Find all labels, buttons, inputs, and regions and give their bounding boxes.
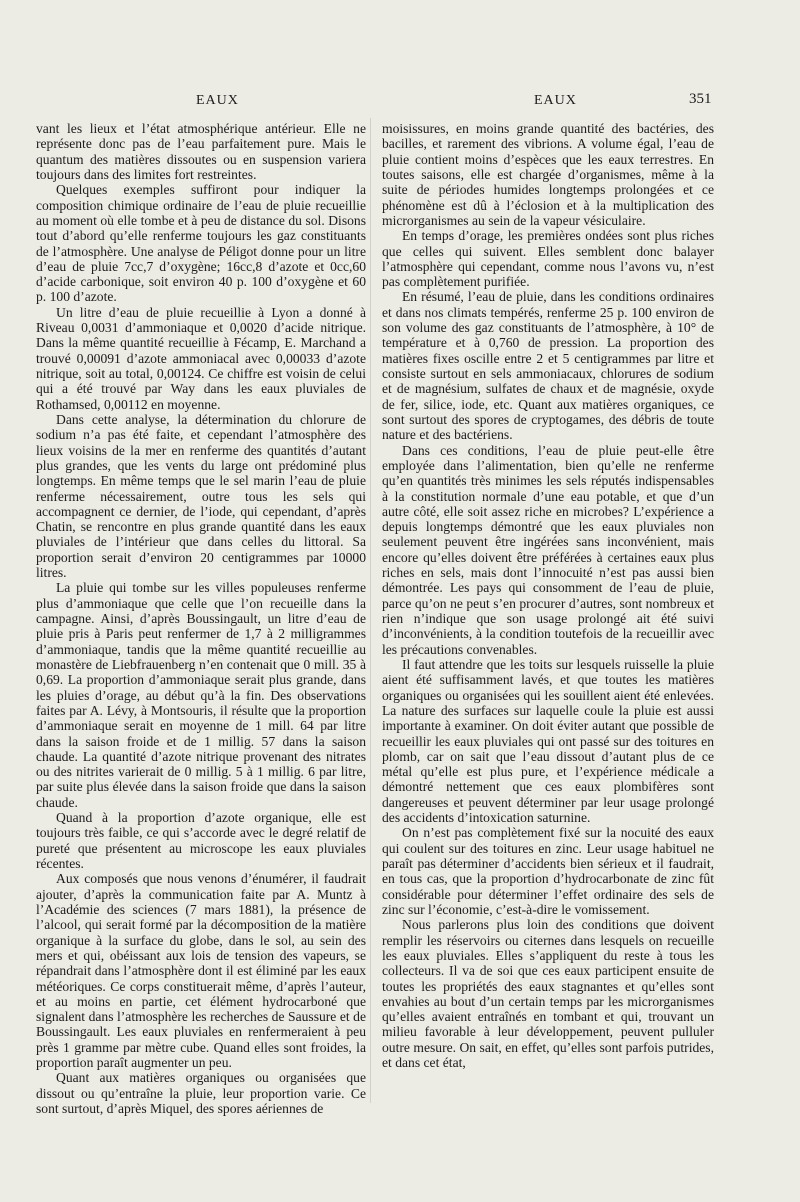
paragraph: Un litre d’eau de pluie recueillie à Lyon a donné à Riveau 0,0031 d’ammoniaque et 0,0020 d’acide nitrique. Dans la même quantité recueillie à Fécamp, E. Marchand a trouvé 0,00091 d’azote ammoniacal avec 0,00033 d’azote nitrique, soit au total, 0,00124. Ce chiffre est voisin de celui qui a été trouvé par Way dans les eaux pluviales de Rothamsed, 0,00112 en moyenne. [36,304,366,412]
paragraph: En temps d’orage, les premières ondées sont plus riches que celles qui suivent. Elles semblent donc balayer l’atmosphère qui cependant, comme nous l’avons vu, n’est pas complètement purifiée. [382,228,714,290]
paragraph: Quand à la proportion d’azote organique, elle est toujours très faible, ce qui s’accorde avec le degré relatif de pureté que présentent au microscope les eaux pluviales récentes. [36,810,366,871]
left-running-header: EAUX [196,93,239,108]
paragraph: Quelques exemples suffiront pour indiquer la composition chimique ordinaire de l’eau de pluie recueillie au moment où elle tombe et à peu de distance du sol. Disons tout d’abord qu’elle renferme toujours les gaz constituants de l’atmosphère. Une analyse de Péligot donne pour un litre d’eau de pluie 7cc,7 d’oxygène; 16cc,8 d’azote et 0cc,60 d’acide carbonique, soit environ 40 p. 100 d’oxygène et 60 p. 100 d’azote. [36,182,366,305]
column-divider [370,118,371,1103]
paragraph: Quant aux matières organiques ou organisées que dissout ou qu’entraîne la pluie, leur proportion varie. Ce sont surtout, d’après Miquel, des spores aériennes de [36,1070,366,1116]
paragraph: Nous parlerons plus loin des conditions que doivent remplir les réservoirs ou citernes dans lesquels on recueille les eaux pluviales. Elles s’appliquent du reste à tous les collecteurs. Il va de soi que ces eaux participent ensuite de toutes les propriétés des eaux stagnantes et qu’elles sont envahies au bout d’un certain temps par les microrganismes qu’elles avaient entraînés en tombant et qui, trouvant un milieu favorable à leur développement, peuvent pulluler outre mesure. On sait, en effet, qu’elles sont parfois putrides, et dans cet état, [382,917,714,1071]
paragraph: On n’est pas complètement fixé sur la nocuité des eaux qui coulent sur des toitures en zinc. Leur usage habituel ne paraît pas déterminer d’accidents bien sérieux et il faudrait, en tous cas, que la proportion d’hydrocarbonate de zinc fût considérable pour déterminer l’effet ordinaire des sels de zinc sur l’économie, c’est-à-dire le vomissement. [382,825,714,917]
right-running-header: EAUX [534,93,577,108]
paragraph: moisissures, en moins grande quantité des bactéries, des bacilles, et rarement des vibrions. A volume égal, l’eau de pluie contient moins d’espèces que les eaux terrestres. En toutes saisons, elle est chargée d’organismes, même à la suite de périodes humides longtemps prolongées et ce phénomène est dû à l’éclosion et à la multiplication des microrganismes au sein de la vapeur vésiculaire. [382,121,714,228]
paragraph: Dans ces conditions, l’eau de pluie peut-elle être employée dans l’alimentation, bien qu’elle ne renferme qu’en quantités très minimes les sels réputés indispensables à la constitution normale d’une eau potable, et que d’un autre côté, elle soit assez riche en microbes? L’expérience a depuis longtemps démontré que les eaux pluviales non seulement peuvent être ingérées sans inconvénient, mais encore qu’elles doivent être préférées à certaines eaux plus riches en sels, mais dont l’innocuité n’est pas aussi bien démontrée. Les pays qui consomment de l’eau de pluie, parce qu’on ne peut s’en procurer d’autres, sont nombreux et rien n’indique que son usage prolongé ait été suivi d’inconvénients, à la condition toutefois de la recueillir avec les précautions convenables. [382,442,714,657]
paragraph: vant les lieux et l’état atmosphérique antérieur. Elle ne représente donc pas de l’eau parfaitement pure. Mais le quantum des matières dissoutes ou en suspension variera toujours dans des limites fort restreintes. [36,121,366,182]
paragraph: Aux composés que nous venons d’énumérer, il faudrait ajouter, d’après la communication faite par A. Muntz à l’Académie des sciences (7 mars 1881), la présence de l’alcool, qui serait formé par la décomposition de la matière organique à la surface du globe, dans le sol, au sein des mers et qui, obéissant aux lois de tension des vapeurs, se répandrait dans l’atmosphère dont il est éliminé par les eaux météoriques. Ce corps constituerait même, d’après l’auteur, et au moins en partie, cet élément hydrocarboné que signalent dans l’atmosphère les recherches de Saussure et de Boussingault. Les eaux pluviales en renfermeraient à peu près 1 gramme par mètre cube. Quand elles sont froides, la proportion paraît augmenter un peu. [36,871,366,1071]
paragraph: La pluie qui tombe sur les villes populeuses renferme plus d’ammoniaque que celle que l’on recueille dans la campagne. Ainsi, d’après Boussingault, un litre d’eau de pluie pris à Paris peut renfermer de 1,7 à 2 milligrammes d’ammoniaque, tandis que la même quantité recueillie au monastère de Liebfrauenberg n’en contenait que 0 mill. 35 à 0,69. La proportion d’ammoniaque serait plus grande, dans les pluies d’orage, au début qu’à la fin. Des observations faites par A. Lévy, à Montsouris, il résulte que la proportion d’ammoniaque serait en moyenne de 1 mill. 64 par litre dans la saison froide et de 1 millig. 57 dans la saison chaude. La quantité d’azote nitrique provenant des nitrates ou des nitrites varierait de 0 millig. 5 à 1 millig. 6 par litre, par suite plus élevée dans la saison froide que dans la saison chaude. [36,580,366,810]
left-column [36,121,366,1116]
paragraph: Dans cette analyse, la détermination du chlorure de sodium n’a pas été faite, et cependant l’atmosphère des lieux voisins de la mer en renferme des quantités d’autant plus grandes, que les vents du large ont prédominé plus longtemps. En même temps que le sel marin l’eau de pluie renferme nécessairement, outre tous les sels qui accompagnent ce dernier, de l’iode, qui cependant, d’après Chatin, se rencontre en plus grande quantité dans les eaux pluviales de l’intérieur que dans celles du littoral. Sa proportion serait d’environ 20 centigrammes par 10000 litres. [36,411,366,581]
page-number: 351 [689,91,712,107]
right-column [382,121,714,1070]
paragraph: Il faut attendre que les toits sur lesquels ruisselle la pluie aient été suffisamment lavés, et que toutes les matières organiques ou organisées qui les souillent aient été enlevées. La nature des surfaces sur laquelle coule la pluie est aussi importante à examiner. On doit éviter autant que possible de recueillir les eaux pluviales qui ont passé sur des toitures en plomb, car on sait que l’eau dissout d’autant plus de ce métal qu’elle est plus pure, et l’expérience médicale a démontré nettement que ces eaux plombifères sont dangereuses et peuvent déterminer par leur usage prolongé des accidents d’intoxication saturnine. [382,656,714,826]
paragraph: En résumé, l’eau de pluie, dans les conditions ordinaires et dans nos climats tempérés, renferme 25 p. 100 environ de son volume des gaz constituants de l’atmosphère, à 10° de température et à 0,760 de pression. La proportion des matières fixes oscille entre 2 et 5 centigrammes par litre et consiste surtout en sels ammoniacaux, chlorures de sodium et de magnésium, sulfates de chaux et de magnésie, oxyde de fer, silice, iode, etc. Quant aux matières organiques, ce sont surtout des spores de cryptogames, des débris de toute nature et des bactériens. [382,289,714,443]
